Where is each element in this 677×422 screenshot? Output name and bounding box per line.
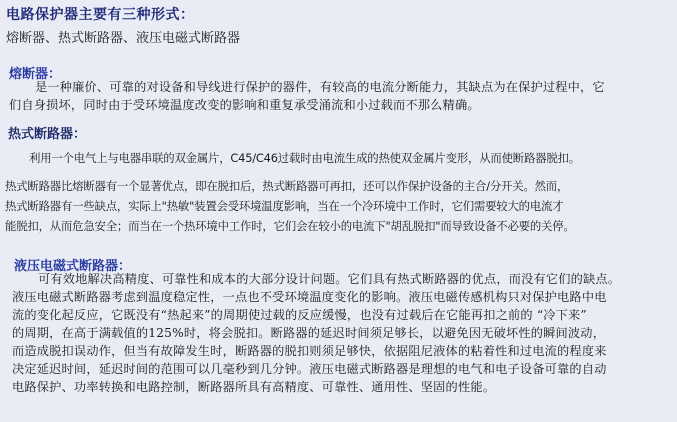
hydraulic-line: 流的变化起反应，它既没有“热起来”的周期使过载的反应缓慢，也没有过载后在它能再扣之前的 “冷下来”: [12, 308, 587, 322]
hydraulic-heading: 液压电磁式断路器：: [14, 259, 132, 274]
fuse-paragraph: [9, 78, 605, 114]
page-subtitle: 熔断器、热式断路器、液压电磁式断路器: [6, 31, 241, 46]
thermal-line: 能脱扣，从而危急安全；而当在一个热环境中工作时，它们会在较小的电流下"胡乱脱扣"而导致设备不必要的关停。: [5, 219, 575, 233]
hydraulic-line: 液压电磁式断路器考虑到温度稳定性，一点也不受环境温度变化的影响。液压电磁传感机构只对保护电路中电: [12, 290, 607, 304]
thermal-intro-line: 利用一个电气上与电器串联的双金属片，C45/C46过载时由电流生成的热使双金属片变形，从而使断路器脱扣。: [29, 151, 580, 165]
thermal-line: 热式断路器比熔断器有一个显著优点，即在脱扣后，热式断路器可再扣，还可以作保护设备的主合/分开关。然而，: [5, 179, 569, 193]
hydraulic-line: 而造成脱扣误动作，但当有故障发生时，断路器的脱扣则须足够快，依据阻尼液体的粘着性和过电流的程度来: [12, 344, 607, 358]
thermal-paragraph: [5, 176, 575, 236]
thermal-heading: 热式断路器：: [8, 127, 87, 142]
hydraulic-line: 电路保护、功率转换和电路控制，断路器所具有高精度、可靠性、通用性、坚固的性能。: [12, 380, 496, 394]
hydraulic-line: 的周期，在高于满载值的125%时，将会脱扣。断路器的延迟时间须足够长，以避免因无破坏性的瞬间波动，: [12, 326, 606, 340]
hydraulic-line: 决定延迟时间，延迟时间的范围可以几毫秒到几分钟。液压电磁式断路器是理想的电气和电子设备可靠的自动: [12, 362, 607, 376]
hydraulic-paragraph: [12, 270, 620, 396]
thermal-intro: [29, 149, 580, 167]
page-title: 电路保护器主要有三种形式：: [6, 7, 195, 23]
fuse-heading: 熔断器：: [9, 67, 62, 82]
fuse-line: 们自身损坏，同时由于受环境温度改变的影响和重复承受涌流和小过载而不那么精确。: [9, 98, 480, 112]
fuse-line: 是一种廉价、可靠的对设备和导线进行保护的器件，有较高的电流分断能力，其缺点为在保护过程中，它: [35, 80, 605, 94]
hydraulic-line: 可有效地解决高精度、可靠性和成本的大部分设计问题。它们具有热式断路器的优点，而没有它们的缺点。: [38, 272, 621, 286]
thermal-line: 热式断路器有一些缺点，实际上"热敏"装置会受环境温度影响，当在一个冷环境中工作时，它们需要较大的电流才: [5, 199, 564, 213]
